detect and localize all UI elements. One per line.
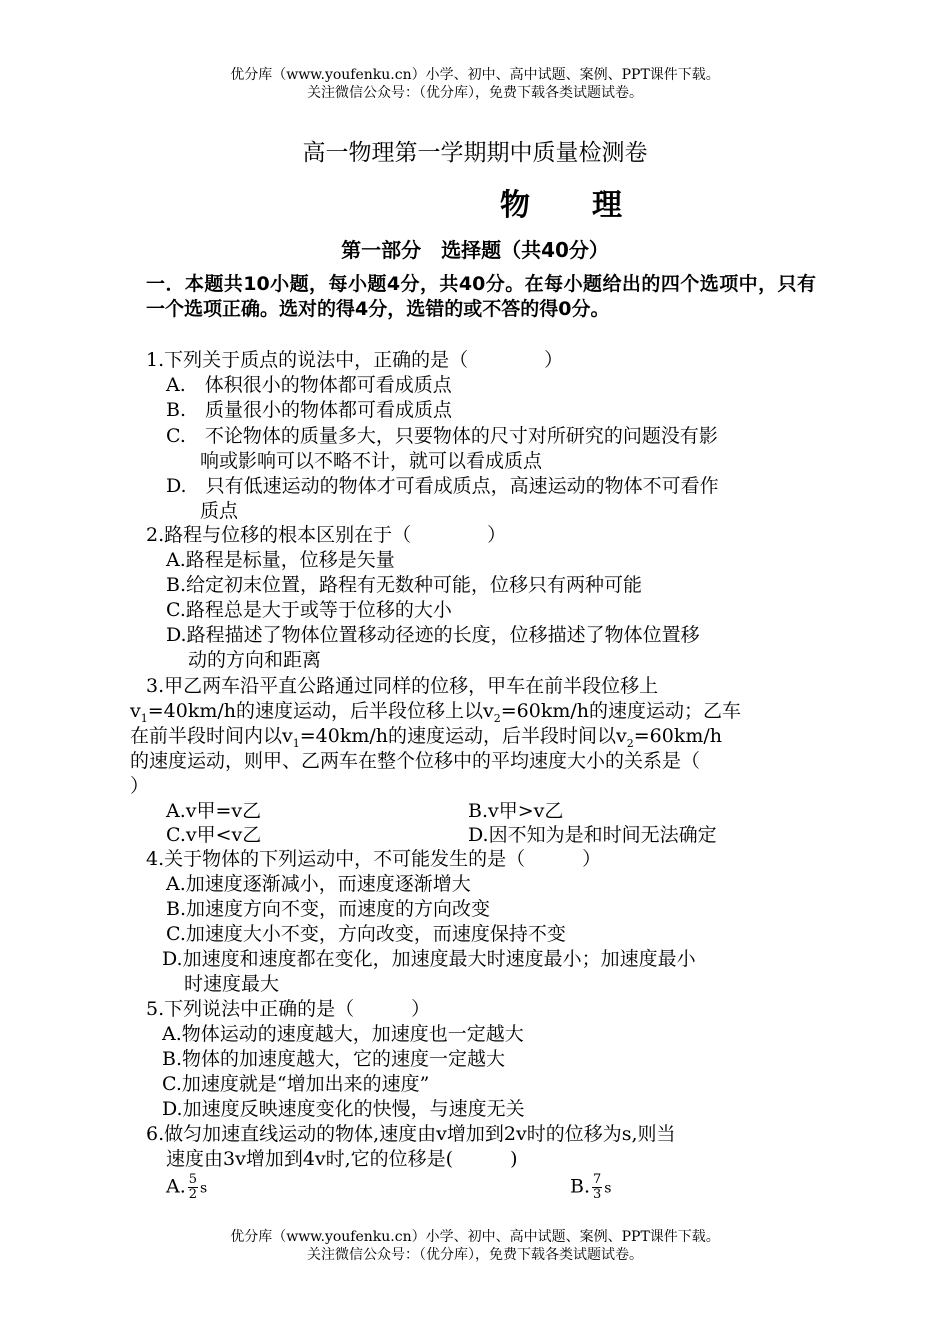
q6-option-b-unit: s — [604, 1180, 612, 1197]
q3-v2-subscript: 2 — [493, 711, 501, 725]
q3-line-3-sub1: 1 — [292, 736, 300, 750]
exam-title: 高一物理第一学期期中质量检测卷 — [302, 140, 648, 166]
q4-option-d-line2: 时速度最大 — [184, 973, 280, 995]
q5-option-b: B.物体的加速度越大，它的速度一定越大 — [162, 1048, 506, 1070]
q3-line-5: ） — [130, 775, 150, 797]
section-instructions: 一．本题共10小题，每小题4分，共40分。在每小题给出的四个选项中，只有一个选项正确。选对的得4分，选错的或不答的得0分。 — [146, 273, 816, 320]
q3-option-a: A.v甲=v乙 — [166, 800, 262, 822]
q2-option-d-line2: 动的方向和距离 — [188, 649, 322, 671]
page-footer — [0, 1228, 950, 1264]
subject-char-2: 理 — [592, 188, 622, 223]
q3-line-4: 的速度运动，则甲、乙两车在整个位移中的平均速度大小的关系是（ — [130, 750, 701, 772]
q3-line-3-end: =60km/h — [633, 725, 722, 747]
q4-option-c: C.加速度大小不变，方向改变，而速度保持不变 — [166, 923, 566, 945]
q4-stem: 4.关于物体的下列运动中，不可能发生的是（ ） — [146, 848, 602, 870]
subject-title — [500, 180, 622, 224]
q3-line-2-mid: =40km/h的速度运动，后半段位移上以v — [147, 700, 494, 722]
q6-option-b-label: B. — [570, 1175, 591, 1198]
footer-line-2: 关注微信公众号：（优分库），免费下载各类试题试卷。 — [307, 1247, 643, 1263]
q6-option-a-denominator: 2 — [188, 1187, 198, 1202]
q2-option-c: C.路程总是大于或等于位移的大小 — [166, 599, 452, 621]
q3-v1-subscript: 1 — [140, 711, 148, 725]
q6-option-a-numerator: 5 — [188, 1172, 198, 1187]
q6-option-a-fraction — [188, 1173, 198, 1202]
q4-option-a: A.加速度逐渐减小，而速度逐渐增大 — [166, 873, 471, 895]
q6-line-2: 速度由3v增加到4v时,它的位移是( ) — [166, 1148, 518, 1170]
q5-option-d: D.加速度反映速度变化的快慢，与速度无关 — [162, 1098, 525, 1120]
q6-option-a — [166, 1173, 207, 1202]
q5-option-c: C.加速度就是“增加出来的速度” — [162, 1073, 430, 1095]
q1-option-d-line2: 质点 — [200, 500, 239, 522]
header-line-1: 优分库（www.youfenku.cn）小学、初中、高中试题、案例、PPT课件下载。 — [230, 67, 720, 83]
q6-option-a-unit: s — [200, 1180, 208, 1197]
footer-line-1: 优分库（www.youfenku.cn）小学、初中、高中试题、案例、PPT课件下载。 — [230, 1229, 720, 1245]
q3-line-2-end: =60km/h的速度运动；乙车 — [500, 700, 741, 722]
q1-stem: 1.下列关于质点的说法中，正确的是（ ） — [146, 349, 564, 371]
q1-option-c-line2: 响或影响可以不略不计，就可以看成质点 — [200, 450, 543, 472]
q5-stem: 5.下列说法中正确的是（ ） — [146, 998, 431, 1020]
q6-option-b-numerator: 7 — [593, 1172, 602, 1187]
q3-option-d: D.因不知为是和时间无法确定 — [468, 824, 717, 846]
q4-option-d-line1: D.加速度和速度都在变化，加速度最大时速度最小；加速度最小 — [162, 948, 696, 970]
q6-line-1: 6.做匀加速直线运动的物体,速度由v增加到2v时的位移为s,则当 — [146, 1123, 676, 1145]
q6-option-b — [570, 1173, 611, 1202]
q6-option-a-label: A. — [166, 1175, 186, 1198]
q6-option-b-denominator: 3 — [593, 1187, 602, 1202]
q2-option-b: B.给定初末位置，路程有无数种可能，位移只有两种可能 — [166, 574, 643, 596]
q4-option-b: B.加速度方向不变，而速度的方向改变 — [166, 898, 491, 920]
q3-line-3-sub2: 2 — [626, 736, 634, 750]
page-header — [0, 66, 950, 102]
q1-option-c-line1: C. 不论物体的质量多大，只要物体的尺寸对所研究的问题没有影 — [166, 425, 718, 447]
q3-v1-symbol: v — [130, 700, 141, 722]
q6-option-b-fraction — [592, 1173, 602, 1202]
q2-stem: 2.路程与位移的根本区别在于（ ） — [146, 524, 507, 546]
header-line-2: 关注微信公众号：（优分库），免费下载各类试题试卷。 — [307, 85, 643, 101]
q1-option-b: B. 质量很小的物体都可看成质点 — [166, 399, 453, 421]
q3-option-c: C.v甲<v乙 — [166, 824, 262, 846]
q3-line-1: 3.甲乙两车沿平直公路通过同样的位移，甲车在前半段位移上 — [146, 675, 659, 697]
part-heading: 第一部分 选择题（共40分） — [341, 238, 609, 262]
q5-option-a: A.物体运动的速度越大，加速度也一定越大 — [162, 1023, 524, 1045]
subject-char-1: 物 — [500, 188, 530, 223]
q2-option-a: A.路程是标量，位移是矢量 — [166, 549, 395, 571]
q3-line-3-mid: =40km/h的速度运动，后半段时间以v — [299, 725, 627, 747]
q1-option-a: A. 体积很小的物体都可看成质点 — [166, 374, 452, 396]
q3-option-b: B.v甲>v乙 — [468, 800, 564, 822]
q1-option-d-line1: D. 只有低速运动的物体才可看成质点，高速运动的物体不可看作 — [166, 475, 719, 497]
q3-line-3-start: 在前半段时间内以v — [130, 725, 293, 747]
q2-option-d-line1: D.路程描述了物体位置移动径迹的长度，位移描述了物体位置移 — [166, 624, 700, 646]
